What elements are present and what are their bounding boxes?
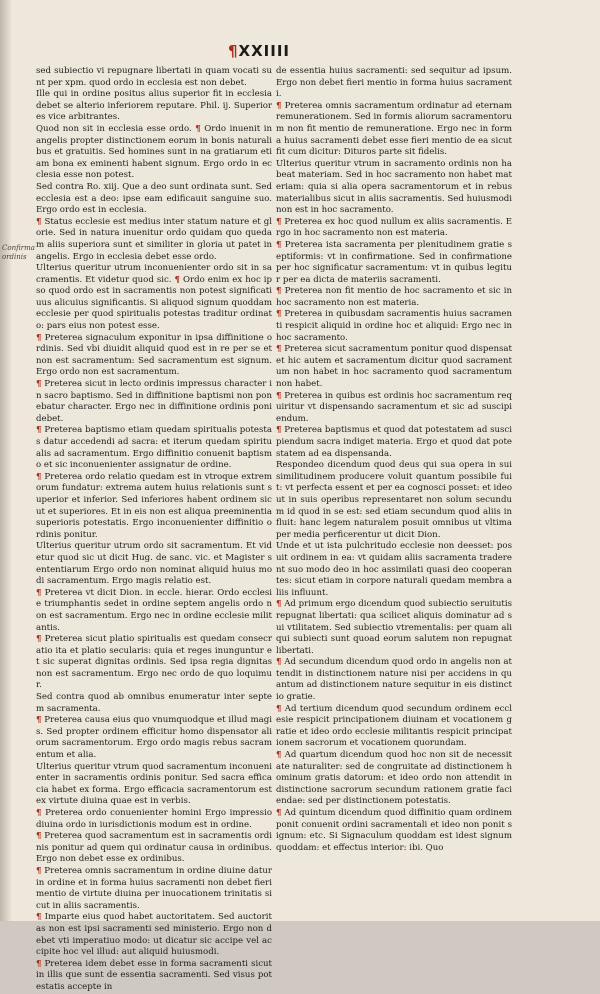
rubric-paragraph-mark: ¶ <box>276 599 282 610</box>
text-paragraph: de essentia huius sacramenti: sed sequitur ad ipsum. Ergo non debet fieri mentio in forma huius sacramenti. <box>276 66 512 100</box>
rubric-paragraph-mark: ¶ <box>276 286 282 297</box>
text-paragraph: ¶ Preterea quod sacramentum est in sacramentis ordinis ponitur ad quem qui ordinatur causa in ordinibus. Ergo non debet esse ex ordinibus. <box>36 831 272 865</box>
text-paragraph: ¶ Ad primum ergo dicendum quod subiectio seruitutis repugnat libertati: qua scilicet aliquis dominatur ad sui vtilitatem. Sed subiectio vtrementalis: per quam aliqui subiecti sunt quoad eorum salutem non repugnat libertati. <box>276 599 512 656</box>
rubric-paragraph-mark: ¶ <box>36 912 42 923</box>
rubric-paragraph-mark: ¶ <box>36 831 42 842</box>
text-paragraph: Ulterius queritur vtrum quod sacramentum inconuenienter in sacramentis ordinis ponitur. Sed sacra efficacia habet ex forma. Ergo efficacia sacramentorum est ex virtute diuina quae est in verbis. <box>36 761 272 807</box>
rubric-paragraph-mark: ¶ <box>276 100 282 111</box>
text-paragraph: ¶ Preterea in quibus est ordinis hoc sacramentum requiritur vt dispensando sacramentum et sic ad suscipiendum. <box>276 390 512 424</box>
text-paragraph: Quod non sit in ecclesia esse ordo. ¶ Ordo inuenit in angelis propter distinctionem eorum in bonis naturalibus et gratuitis. Sed homines sunt in na gratiarum etiam bona ex eminenti habent signum. Ergo ordo in ecclesia esse non potest. <box>36 123 272 181</box>
text-paragraph: Ulterius queritur vtrum in sacramento ordinis non habeat materiam. Sed in hoc sacramento non habet materiam: quia si alia opera sacramentorum et in rebus materialibus sicut in aliis sacramentis. Sed huiusmodi non est in hoc sacramento. <box>276 158 512 216</box>
text-paragraph: ¶ Preterea baptismo etiam quedam spiritualis potestas datur accedendi ad sacra: et iterum quedam spiritualis ad sacramentum. Ergo diffinitio conuenit baptismo et sic inconuenienter assignatur de ordine. <box>36 425 272 471</box>
text-paragraph: ¶ Preterea ista sacramenta per plenitudinem gratie septiformis: vt in confirmatione. Sed in confirmatione per hoc significatur sacramentum: vt in quibus legitur per ea dicta de materiis sacramenti. <box>276 239 512 285</box>
text-paragraph: ¶ Preterea sicut in lecto ordinis impressus character in sacro baptismo. Sed in diffinitione baptismi non ponebatur character. Ergo nec in diffinitione ordinis poni debet. <box>36 379 272 424</box>
text-paragraph: Respondeo dicendum quod deus qui sua opera in sui similitudinem producere voluit quantum possibile fuit: vt perfecta essent et per ea cognosci posset: et ideo ut in suis operibus representaret non solum secundum id quod in se est: sed etiam secundum quod aliis influit: hanc legem naturalem posuit omnibus ut vltima per media perficerentur ut dicit Dion. <box>276 460 512 540</box>
rubric-paragraph-mark: ¶ <box>276 239 282 250</box>
rubric-paragraph-mark: ¶ <box>276 344 282 355</box>
text-paragraph: ¶ Imparte eius quod habet auctoritatem. Sed auctoritas non est ipsi sacramenti sed ministerio. Ergo non debet vti imperatiuo modo: ut dicatur sic accipe vel accipite hoc vel illud: aut aliquid huiusmodi. <box>36 912 272 958</box>
rubric-paragraph-mark: ¶ <box>36 425 42 436</box>
rubric-paragraph-mark: ¶ <box>36 808 42 818</box>
text-paragraph: Ulterius queritur utrum inconuenienter ordo sit in sacramentis. Et videtur quod sic. ¶ Ordo enim ex hoc ipso quod ordo est in sacramentis non potest significatiuus alicuius significantis. Si aliquod signum quoddam ecclesie per quod spiritualis potestas traditur ordinato: pars eius non potest esse. <box>36 263 272 332</box>
folio-paragraph-mark: ¶ <box>228 42 239 60</box>
folio-numeral: XXIIII <box>238 42 291 60</box>
folio-number <box>228 42 290 60</box>
text-paragraph: ¶ Preterea signaculum exponitur in ipsa diffinitione ordinis. Sed vbi diuidit aliquid quod est in re per se et non est sacramentum: Sed sacramentum est signum. Ergo ordo non est sacramentum. <box>36 332 272 378</box>
rubric-paragraph-mark: ¶ <box>276 657 282 668</box>
rubric-paragraph-mark: ¶ <box>36 216 42 227</box>
text-paragraph: ¶ Preterea sicut platio spiritualis est quedam consecratio ita et platio secularis: quia et reges inunguntur et sic superat dignitas ordinis. Sed ipsa regia dignitas non est sacramentum. Ergo nec ordo de quo loquimur. <box>36 634 272 691</box>
rubric-paragraph-mark: ¶ <box>276 216 282 227</box>
rubric-paragraph-mark: ¶ <box>276 808 282 818</box>
page-gutter-shadow <box>0 0 12 921</box>
rubric-paragraph-mark: ¶ <box>36 958 42 969</box>
rubric-paragraph-mark: ¶ <box>36 715 42 726</box>
marginal-annotation: Confirma ordinis <box>2 244 35 261</box>
rubric-paragraph-mark: ¶ <box>36 332 42 343</box>
text-paragraph: Sed contra quod ab omnibus enumeratur inter septem sacramenta. <box>36 692 272 714</box>
text-paragraph: ¶ Preterea baptismus et quod dat potestatem ad suscipiendum sacra indiget materia. Ergo et quod dat potestatem ad ea dispensanda. <box>276 425 512 459</box>
text-paragraph: Sed contra Ro. xiij. Que a deo sunt ordinata sunt. Sed ecclesia est a deo: ipse eam edificauit sanguine suo. Ergo ordo est in ecclesia. <box>36 181 272 216</box>
rubric-paragraph-mark: ¶ <box>276 390 282 401</box>
text-paragraph: sed subiectio vi repugnare libertati in quam vocati sunt per xpm. quod ordo in ecclesia est non debet. <box>36 66 272 88</box>
text-paragraph: Ille qui in ordine positus alius superior fit in ecclesia debet se alterio inferiorem reputare. Phil. ij. Superiores vice arbitrantes. <box>36 89 272 123</box>
text-paragraph: ¶ Preterea sicut sacramentum ponitur quod dispensat et hic autem et sacramentum dicitur quod sacramentum non habet in hoc sacramento quod sacramentum non habet. <box>276 344 512 390</box>
left-text-column <box>36 66 272 992</box>
text-paragraph: ¶ Preterea ordo relatio quedam est in vtroque extremorum fundatur: extrema autem huius relationis sunt superior et inferior. Sed inferiores habent ordinem sicut et superiores. Et in eis non est aliqua preeminentia superioris potestatis. Ergo inconuenienter diffinitio ordinis ponitur. <box>36 471 272 540</box>
text-paragraph: ¶ Ad quartum dicendum quod hoc non sit de necessitate naturaliter: sed de congruitate ad distinctionem hominum gratis datorum: et ideo ordo non attendit in distinctione sacrorum secundum rationem gratie faciendae: sed per distinctionem potestatis. <box>276 750 512 807</box>
text-paragraph: ¶ Preterea ex hoc quod nullum ex aliis sacramentis. Ergo in hoc sacramento non est materia. <box>276 216 512 239</box>
text-paragraph: ¶ Preterea omnis sacramentum in ordine diuine datur in ordine et in forma huius sacramenti non debet fieri mentio de virtute diuina per inuocationem trinitatis sicut in aliis sacramentis. <box>36 865 272 911</box>
text-paragraph: Ulterius queritur utrum ordo sit sacramentum. Et videtur quod sic ut dicit Hug. de sanc. vic. et Magister sententiarum Ergo ordo non nominat aliquid huius modi sacramentum. Ergo magis relatio est. <box>36 541 272 587</box>
rubric-paragraph-mark: ¶ <box>195 123 201 134</box>
rubric-paragraph-mark: ¶ <box>36 865 42 876</box>
rubric-paragraph-mark: ¶ <box>276 425 282 436</box>
text-paragraph: ¶ Preterea non fit mentio de hoc sacramento et sic in hoc sacramento non est materia. <box>276 286 512 308</box>
text-paragraph: ¶ Preterea ordo conuenienter homini Ergo impressio diuina ordo in iurisdictionis modum est in ordine. <box>36 808 272 830</box>
text-paragraph: ¶ Ad tertium dicendum quod secundum ordinem ecclesie respicit principationem diuinam et vocationem gratie et ideo ordo ecclesie militantis respicit principationem sacrorum et vocationem quorundam. <box>276 703 512 749</box>
rubric-paragraph-mark: ¶ <box>276 703 282 714</box>
rubric-paragraph-mark: ¶ <box>36 471 42 482</box>
text-paragraph: ¶ Preterea vt dicit Dion. in eccle. hierar. Ordo ecclesie triumphantis sedet in ordine septem angelis ordo non est sacramentum. Ergo nec in ordine ecclesie militantis. <box>36 587 272 633</box>
rubric-paragraph-mark: ¶ <box>276 309 282 320</box>
text-paragraph: ¶ Preterea idem debet esse in forma sacramenti sicut in illis que sunt de essentia sacramenti. Sed visus potestatis accepte in <box>36 958 272 992</box>
rubric-paragraph-mark: ¶ <box>36 634 42 645</box>
text-paragraph: ¶ Preterea in quibusdam sacramentis huius sacramenti respicit aliquid in ordine hoc et aliquid: Ergo nec in hoc sacramento. <box>276 309 512 343</box>
right-text-column <box>276 66 512 856</box>
text-paragraph: ¶ Preterea omnis sacramentum ordinatur ad eternam remunerationem. Sed in formis aliorum sacramentorum non fit mentio de remuneratione. Ergo nec in forma huius sacramenti debet esse fieri mentio de ea sicut fit cum dicitur: Dituros parte sit fidelis. <box>276 100 512 158</box>
rubric-paragraph-mark: ¶ <box>174 274 180 285</box>
rubric-paragraph-mark: ¶ <box>36 587 42 598</box>
text-paragraph: ¶ Ad secundum dicendum quod ordo in angelis non attendit in distinctionem nature nisi per accidens in quantum ad distinctionem nature sequitur in eis distinctio gratie. <box>276 657 512 703</box>
rubric-paragraph-mark: ¶ <box>276 750 282 761</box>
text-paragraph: ¶ Ad quintum dicendum quod diffinitio quam ordinem ponit conuenit ordini sacramentali et ideo non ponit signum: etc. Si Signaculum quoddam est idest signum quoddam: et effectus interior: ibi. Quo <box>276 808 512 853</box>
text-paragraph: ¶ Preterea causa eius quo vnumquodque et illud magis. Sed propter ordinem efficitur homo dispensator aliorum sacramentorum. Ergo ordo magis rebus sacramentum et alia. <box>36 715 272 761</box>
rubric-paragraph-mark: ¶ <box>36 379 42 390</box>
text-paragraph: ¶ Status ecclesie est medius inter statum nature et glorie. Sed in natura inuenitur ordo quidam quo quedam aliis superiora sunt et similiter in gloria ut patet in angelis. Ergo in ecclesia debet esse ordo. <box>36 216 272 262</box>
text-paragraph: Unde et ut ista pulchritudo ecclesie non deesset: posuit ordinem in ea: vt quidam aliis sacramenta traderent suo modo deo in hoc assimilati quasi deo cooperantes: sicut etiam in corpore naturali quedam membra aliis influunt. <box>276 541 512 598</box>
